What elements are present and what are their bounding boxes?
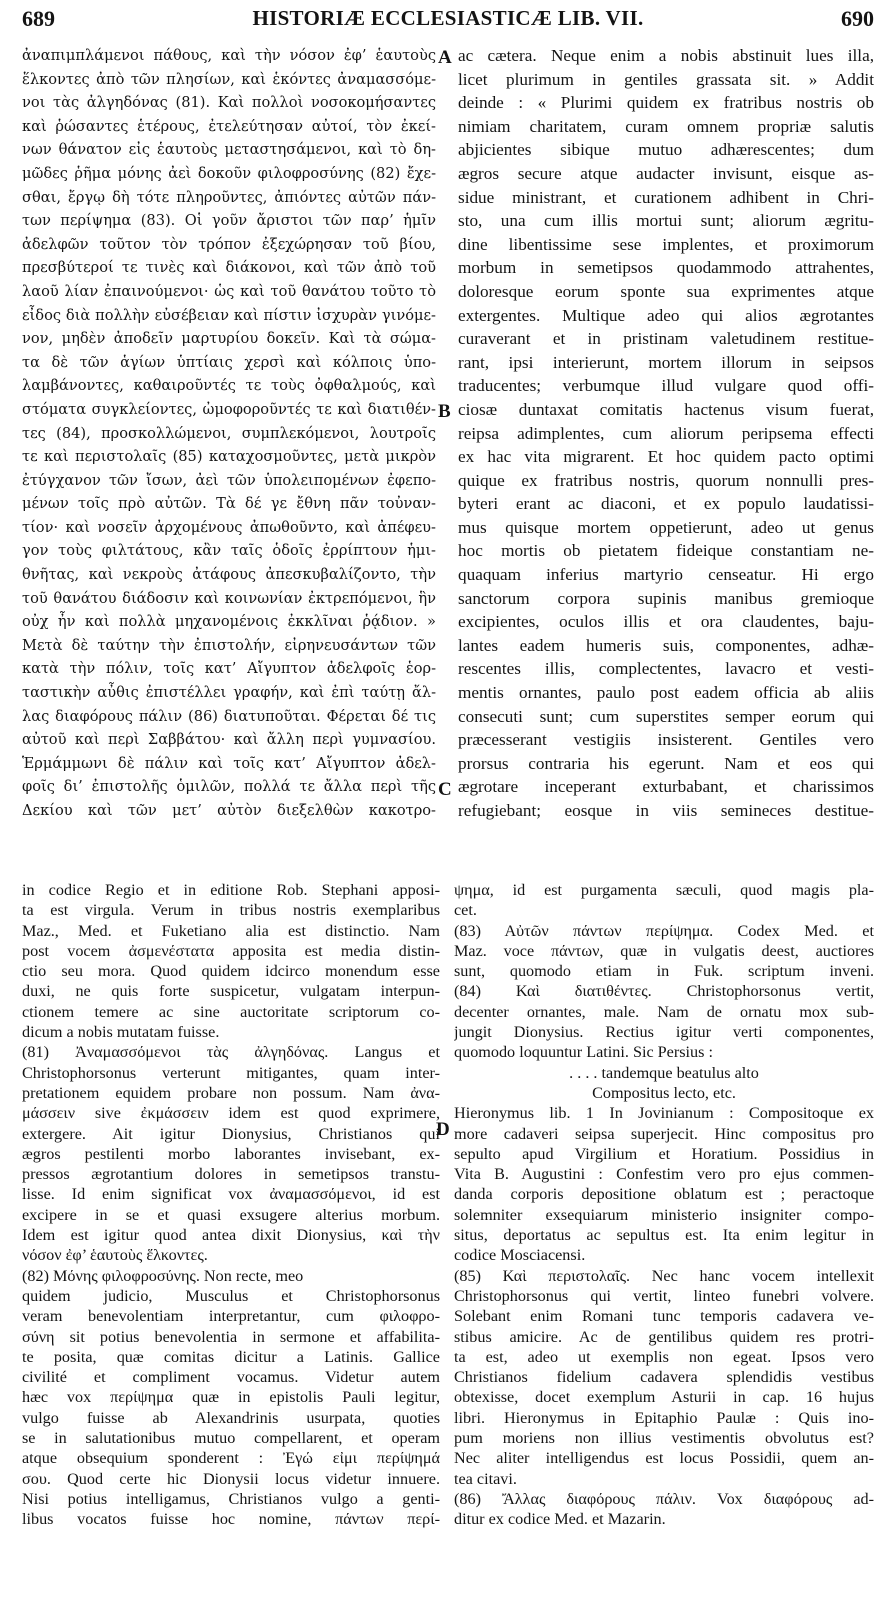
- latin-text-line: ægros secure atque audacter invisunt, eisque as-: [458, 163, 874, 183]
- latin-text-line: licet plurimum in gentiles grassata sit. » Addit: [458, 69, 874, 89]
- latin-text-line: refugiebant; eosque in viis semineces destitue-: [458, 801, 874, 820]
- footnote-line: Hieronymus lib. 1 In Jovinianum : Compositoque ex: [454, 1104, 874, 1123]
- footnote-line: post vocem ἀσμενέστατα apposita est media distin-: [22, 941, 440, 960]
- footnote-line: atque obsequium sponderent : Ἐγώ εἰμι περίψημά: [22, 1449, 440, 1468]
- latin-translation-column: [458, 44, 874, 823]
- footnote-line: Christophorsonus qui vertit, linteo funebri volvere.: [454, 1286, 874, 1305]
- footnote-line: Nisi potius intelligamus, Christianos vulgo a genti-: [22, 1489, 440, 1508]
- greek-text-line: πρεσβύτεροί τε τινὲς καὶ διάκονοι, καὶ τῶν ἀπὸ τοῦ: [22, 259, 436, 277]
- footnote-line: Nec aliter intelligendus est locus Possidii, quem an-: [454, 1449, 874, 1468]
- footnote-line: codice Mosciacensi.: [454, 1246, 586, 1265]
- greek-text-line: καὶ ῥώσαντες ἑτέρους, ἐτελεύτησαν αὐτοί, τὸν ἐκεί-: [22, 117, 436, 135]
- footnote-line: (84) Καὶ διατιθέντες. Christophorsonus vertit,: [454, 982, 874, 1001]
- margin-letter-c: C: [438, 779, 452, 800]
- footnote-line: se in salutationibus mutuo compellarent, et operam: [22, 1429, 440, 1448]
- greek-text-line: Μετὰ δὲ ταύτην τὴν ἐπιστολήν, εἰρηνευσάντων τῶν: [22, 636, 436, 654]
- footnote-line: obtexisse, docet exemplum Asturii in cap. 16 hujus: [454, 1388, 874, 1407]
- footnote-line: . . . . tandemque beatulus alto: [569, 1063, 759, 1082]
- latin-text-line: extergentes. Multique adeo qui alios ægrotantes: [458, 305, 874, 325]
- greek-text-line: λας διαφόρους πάλιν (86) διατυποῦται. Φέρεται δέ τις: [22, 707, 436, 725]
- footnote-line: σύνη sit potius benevolentia in sermone et affabilita-: [22, 1327, 440, 1346]
- latin-text-line: excipientes, oculos illis et ora claudentes, baju-: [458, 612, 874, 632]
- footnote-line: situs, deportatus ac sepultus est. Ita enim legitur in: [454, 1226, 874, 1245]
- footnote-line: (85) Καὶ περιστολαῖς. Nec hanc vocem intellexit: [454, 1266, 874, 1285]
- margin-letter-a: A: [438, 47, 452, 68]
- greek-text-line: εἶδος διὰ πολλὴν εὐσέβειαν καὶ πίστιν ἰσχυρὰν γινόμε-: [22, 306, 436, 324]
- greek-text-line: τα δὲ τῶν ἁγίων ὑπτίαις χερσὶ καὶ κόλποις ὑπο-: [22, 353, 436, 371]
- greek-text-line: ἐτύγχανον τῶν ἴσων, ἀεὶ τῶν ὑπολειπομένων ἐφεπο-: [22, 471, 436, 489]
- latin-text-line: curaverant et in pristinam valetudinem restitue-: [458, 329, 874, 349]
- greek-text-line: θνῆτας, καὶ νεκροὺς ἀτάφους ἀπεσκυβαλίζοντο, τὴν: [22, 566, 436, 584]
- greek-text-line: νων θάνατον εἰς ἑαυτοὺς μεταστησάμενοι, καὶ τὸ δη-: [22, 141, 436, 159]
- greek-text-line: κατὰ τὴν πόλιν, τοῖς κατ’ Αἴγυπτον ἀδελφοῖς ἑορ-: [22, 660, 436, 678]
- page-header: [22, 6, 874, 32]
- footnote-line: tea citavi.: [454, 1469, 517, 1488]
- footnote-line: cet.: [454, 901, 477, 920]
- footnote-line: pressos ægrotantium dolores in semetipsos transtu-: [22, 1165, 440, 1184]
- footnote-line: duxi, ne quis forte suspicetur, vulgatam interpun-: [22, 982, 440, 1001]
- footnote-line: (83) Αὐτῶν πάντων περίψημα. Codex Med. et: [454, 921, 874, 940]
- greek-text-line: φοῖς δι’ ἐπιστολῆς ὁμιλῶν, πολλά τε ἄλλα περὶ τῆς: [22, 778, 436, 796]
- greek-text-line: λαοῦ λίαν ἐπαινούμενοι· ὡς καὶ τοῦ θανάτου τοῦτο τὸ: [22, 282, 436, 300]
- latin-text-line: lantes eadem humeris suis, componentes, adhæ-: [458, 635, 874, 655]
- latin-text-line: sidue ministrant, et curationem adhibent in Chri-: [458, 187, 874, 207]
- latin-text-line: reipsa adimplentes, cum aliorum peripsema effecti: [458, 423, 874, 443]
- footnote-line: libus vocatos fuisse hoc nomine, πάντων περί-: [22, 1510, 440, 1529]
- greek-text-line: νον, μηδὲν ἀποδεῖν μαρτυρίου δοκεῖν. Καὶ τὰ σώμα-: [22, 330, 436, 348]
- footnote-line: ctionem temere ac sine auctoritate scriptorum co-: [22, 1002, 440, 1021]
- latin-text-line: quaquam inferius martyrio censeatur. Hi ergo: [458, 565, 874, 585]
- footnote-line: dicum a nobis mutatam fuisse.: [22, 1023, 220, 1042]
- page-number-right: 690: [841, 6, 874, 31]
- greek-text-line: αὐτοῦ καὶ περὶ Σαββάτου· καὶ ἄλλη περὶ γυμνασίου.: [22, 731, 436, 749]
- footnotes-left-column: [22, 880, 440, 1530]
- footnote-line: Maz., Med. et Fuketiano alia est distinctio. Nam: [22, 921, 440, 940]
- footnote-line: pretationem equidem probare non possum. Nam ἀνα-: [22, 1083, 440, 1102]
- latin-text-line: sanctorum corpora supinis manibus gremioque: [458, 588, 874, 608]
- footnote-line: νόσον ἐφ’ ἑαυτοὺς ἕλκοντες.: [22, 1246, 208, 1265]
- footnote-line: Maz. voce πάντων, quæ in vulgatis deest, auctiores: [454, 941, 874, 960]
- greek-text-line: νοι τὰς ἀλγηδόνας (81). Καὶ πολλοὶ νοσοκομήσαντες: [22, 94, 436, 112]
- footnote-line: more cadaveri seipsa superjecit. Hinc compositus pro: [454, 1124, 874, 1143]
- latin-text-line: abjicientes sibique mutuo adhærescentes; dum: [458, 140, 874, 160]
- footnote-line: Compositus lecto, etc.: [592, 1083, 736, 1102]
- footnote-line: danda corporis depositione oblatum est ; peractoque: [454, 1185, 874, 1204]
- footnote-line: in codice Regio et in editione Rob. Stephani apposi-: [22, 881, 440, 899]
- latin-text-line: deinde : « Plurimi quidem ex fratribus nostris ob: [458, 93, 874, 113]
- latin-text-line: præcesserant vestigiis insisterent. Gentiles vero: [458, 730, 874, 750]
- footnote-line: Vita B. Augustini : Confestim vero pro ejus commen-: [454, 1165, 874, 1184]
- greek-text-line: των περίψημα (83). Οἱ γοῦν ἄριστοι τῶν παρ’ ἡμῖν: [22, 212, 436, 230]
- footnote-line: pum moriens non illius vestimentis obvolutus est?: [454, 1429, 874, 1448]
- footnote-line: civilité et compliment vocamus. Videtur autem: [22, 1368, 440, 1387]
- footnote-line: ta est virgula. Verum in tribus nostris exemplaribus: [22, 901, 440, 920]
- greek-text-line: τίον· καὶ νοσεῖν ἀρχομένους ἀπωθοῦντο, καὶ ἀπέφευ-: [22, 518, 436, 536]
- greek-text-line: γον τοὺς φιλτάτους, κἂν ταῖς ὁδοῖς ἐρρίπτουν ἡμι-: [22, 542, 436, 560]
- latin-text-line: morbum in semetipsos quodammodo attrahentes,: [458, 258, 874, 278]
- latin-text-line: hoc mortis ob pietatem fideique constantiam ne-: [458, 541, 874, 561]
- greek-text-line: οὐχ ἦν καὶ πολλὰ μηχανομένοις ἐκκλῖναι ῥᾴδιον. »: [22, 613, 436, 631]
- footnote-line: ta est, adeo ut exemplis non egeat. Ipsos vero: [454, 1347, 874, 1366]
- footnote-line: sepulto apud Virgilium et Horatium. Possidius in: [454, 1144, 874, 1163]
- footnote-line: te posita, quæ comitas dicitur a Latinis. Gallice: [22, 1347, 440, 1366]
- page-number-left: 689: [22, 6, 55, 31]
- footnote-line: Idem est igitur quod antea dixit Dionysius, καὶ τὴν: [22, 1226, 440, 1245]
- greek-text-line: ταστικὴν αὖθις ἐπιστέλλει γραφήν, καὶ ἐπὶ ταύτῃ ἄλ-: [22, 684, 436, 702]
- footnote-line: (81) Ἀναμασσόμενοι τὰς ἀλγηδόνας. Langus et: [22, 1043, 440, 1062]
- latin-text-line: ex hac vita migrarent. Et hoc quidem pacto optimi: [458, 447, 874, 467]
- latin-text-line: mus quisque mortem oppetierunt, adeo ut genus: [458, 517, 874, 537]
- greek-text-line: λαμβάνοντες, καθαιροῦντές τε τοὺς ὀφθαλμούς, καὶ: [22, 377, 436, 395]
- footnote-line: sunt, quomodo etiam in Fuk. scriptum inveni.: [454, 962, 874, 981]
- greek-text-line: τε καὶ περιστολαῖς (85) καταχοσμοῦντες, μετὰ μικρὸν: [22, 448, 436, 466]
- latin-text-line: mentis ornantes, paulo post eadem officia ab aliis: [458, 683, 874, 703]
- footnote-line: μάσσειν sive ἐκμάσσειν idem est quod exprimere,: [22, 1104, 440, 1123]
- footnote-line: (86) Ἄλλας διαφόρους πάλιν. Vox διαφόρους ad-: [454, 1489, 874, 1508]
- greek-text-line: μένων τοῖς πρὸ αὐτῶν. Τὰ δέ γε ἔθνη πᾶν τοὐναν-: [22, 495, 436, 513]
- footnote-line: solemniter exsequiarum ministerio insigniter compo-: [454, 1205, 874, 1224]
- greek-text-line: ἀναπιμπλάμενοι πάθους, καὶ τὴν νόσον ἐφ’ ἑαυτοὺς: [22, 47, 436, 64]
- footnote-line: quidem judicio, Musculus et Christophorsonus: [22, 1286, 440, 1305]
- margin-letter-b: B: [438, 401, 451, 422]
- latin-text-line: quique ex fratribus nostris, quorum nonnulli pres-: [458, 470, 874, 490]
- footnote-line: lisse. Id enim significat vox ἀναμασσόμενοι, id est: [22, 1185, 440, 1204]
- footnote-line: excipere in se et quasi exsugere alterius morbum.: [22, 1205, 440, 1224]
- greek-text-line: Δεκίου καὶ τῶν μετ’ αὐτὸν διεξελθὼν κακοτρο-: [22, 802, 436, 819]
- footnote-line: Christianos fidelium cadavera splendidis vestibus: [454, 1368, 874, 1387]
- footnote-line: veram benevolentiam interpretantur, cum φιλοφρο-: [22, 1307, 440, 1326]
- margin-letter-d: D: [436, 1119, 450, 1140]
- footnote-line: ægros pestilenti morbo laborantes invisebant, ex-: [22, 1144, 440, 1163]
- latin-text-line: ac cætera. Neque enim a nobis abstinuit lues illa,: [458, 46, 874, 65]
- greek-text-line: τοῦ θανάτου διάδοσιν καὶ κοινωνίαν ἐκτρεπόμενοι, ἣν: [22, 589, 436, 607]
- greek-text-line: μῶδες ῥῆμα μόνης ἀεὶ δοκοῦν φιλοφροσύνης (82) ἔχε-: [22, 164, 436, 182]
- greek-text-line: σθαι, ἔργῳ δὴ τότε πληροῦντες, ἀπιόντες αὐτῶν πάν-: [22, 188, 436, 206]
- footnote-line: Solebant enim Romani tunc temporis cadavera ve-: [454, 1307, 874, 1326]
- footnotes-right-column: [454, 880, 874, 1530]
- footnote-line: jungit Dionysius. Rectius igitur verti componentes,: [454, 1023, 874, 1042]
- latin-text-line: nimiam charitatem, curam omnem propriæ salutis: [458, 116, 874, 136]
- greek-text-line: Ἑρμάμμωνι δὲ πάλιν καὶ τοῖς κατ’ Αἴγυπτον ἀδελ-: [22, 754, 436, 772]
- latin-text-line: byteri erant ac diaconi, et ex populo laudatissi-: [458, 494, 874, 514]
- footnote-line: vulgo fuisse ab Alexandrinis usurpata, quoties: [22, 1408, 440, 1427]
- footnote-line: extergere. Ait igitur Dionysius, Christianos qui: [22, 1124, 440, 1143]
- greek-text-line: ἀδελφῶν τοῦτον τὸν τρόπον ἐξεχώρησαν τοῦ βίου,: [22, 235, 436, 253]
- latin-text-line: doloresque eorum sponte sua exprimentes atque: [458, 281, 874, 301]
- footnote-line: stibus amicire. Ac de gentilibus quidem res protri-: [454, 1327, 874, 1346]
- footnote-line: ditur ex codice Med. et Mazarin.: [454, 1510, 666, 1529]
- latin-text-line: prorsus contraria his egerunt. Nam et eos qui: [458, 753, 874, 773]
- greek-text-column: [22, 44, 436, 823]
- greek-text-line: τες (84), προσκολλώμενοι, συμπλεκόμενοι, λουτροῖς: [22, 424, 436, 442]
- latin-text-line: traducentes; verbumque illud vulgare quod offi-: [458, 376, 874, 396]
- footnote-line: quomodo loquuntur Latini. Sic Persius :: [454, 1043, 713, 1062]
- greek-text-line: ἕλκοντες ἀπὸ τῶν πλησίων, καὶ ἑκόντες ἀναμασσόμε-: [22, 70, 436, 88]
- latin-text-line: ciosæ duntaxat comitatis hactenus visum fuerat,: [458, 399, 874, 419]
- latin-text-line: consecuti sunt; cum superstites semper eorum qui: [458, 706, 874, 726]
- running-title: HISTORIÆ ECCLESIASTICÆ LIB. VII.: [252, 6, 644, 30]
- footnote-line: hæc vox περίψημα quæ in epistolis Pauli legitur,: [22, 1388, 440, 1407]
- footnote-line: ψημα, id est purgamenta sæculi, quod magis pla-: [454, 881, 874, 899]
- greek-text-line: στόματα συγκλείοντες, ὠμοφοροῦντές τε καὶ διατιθέν-: [22, 400, 436, 418]
- latin-text-line: ægrotare inceperant exturbabant, et charissimos: [458, 777, 874, 797]
- footnote-line: ctio seu mora. Quod quidem idcirco monendum esse: [22, 962, 440, 981]
- latin-text-line: rescentes illis, complectentes, lavacro et vesti-: [458, 659, 874, 679]
- footnote-line: Christophorsonus verterunt mitigantes, quam inter-: [22, 1063, 440, 1082]
- latin-text-line: sto, una cum illis mortui sunt; aliorum ægritu-: [458, 211, 874, 231]
- footnote-line: σου. Quod certe hic Dionysii locus videtur innuere.: [22, 1469, 440, 1488]
- footnote-line: (82) Μόνης φιλοφροσύνης. Non recte, meo: [22, 1266, 304, 1285]
- footnote-line: decenter ornantes, male. Nam de ornatu mox sub-: [454, 1002, 874, 1021]
- latin-text-line: rant, ipsi interierunt, mortem illorum in seipsos: [458, 352, 874, 372]
- footnote-line: libri. Hieronymus in Epitaphio Paulæ : Quis ino-: [454, 1408, 874, 1427]
- latin-text-line: dine libentissime sese implentes, et proximorum: [458, 234, 874, 254]
